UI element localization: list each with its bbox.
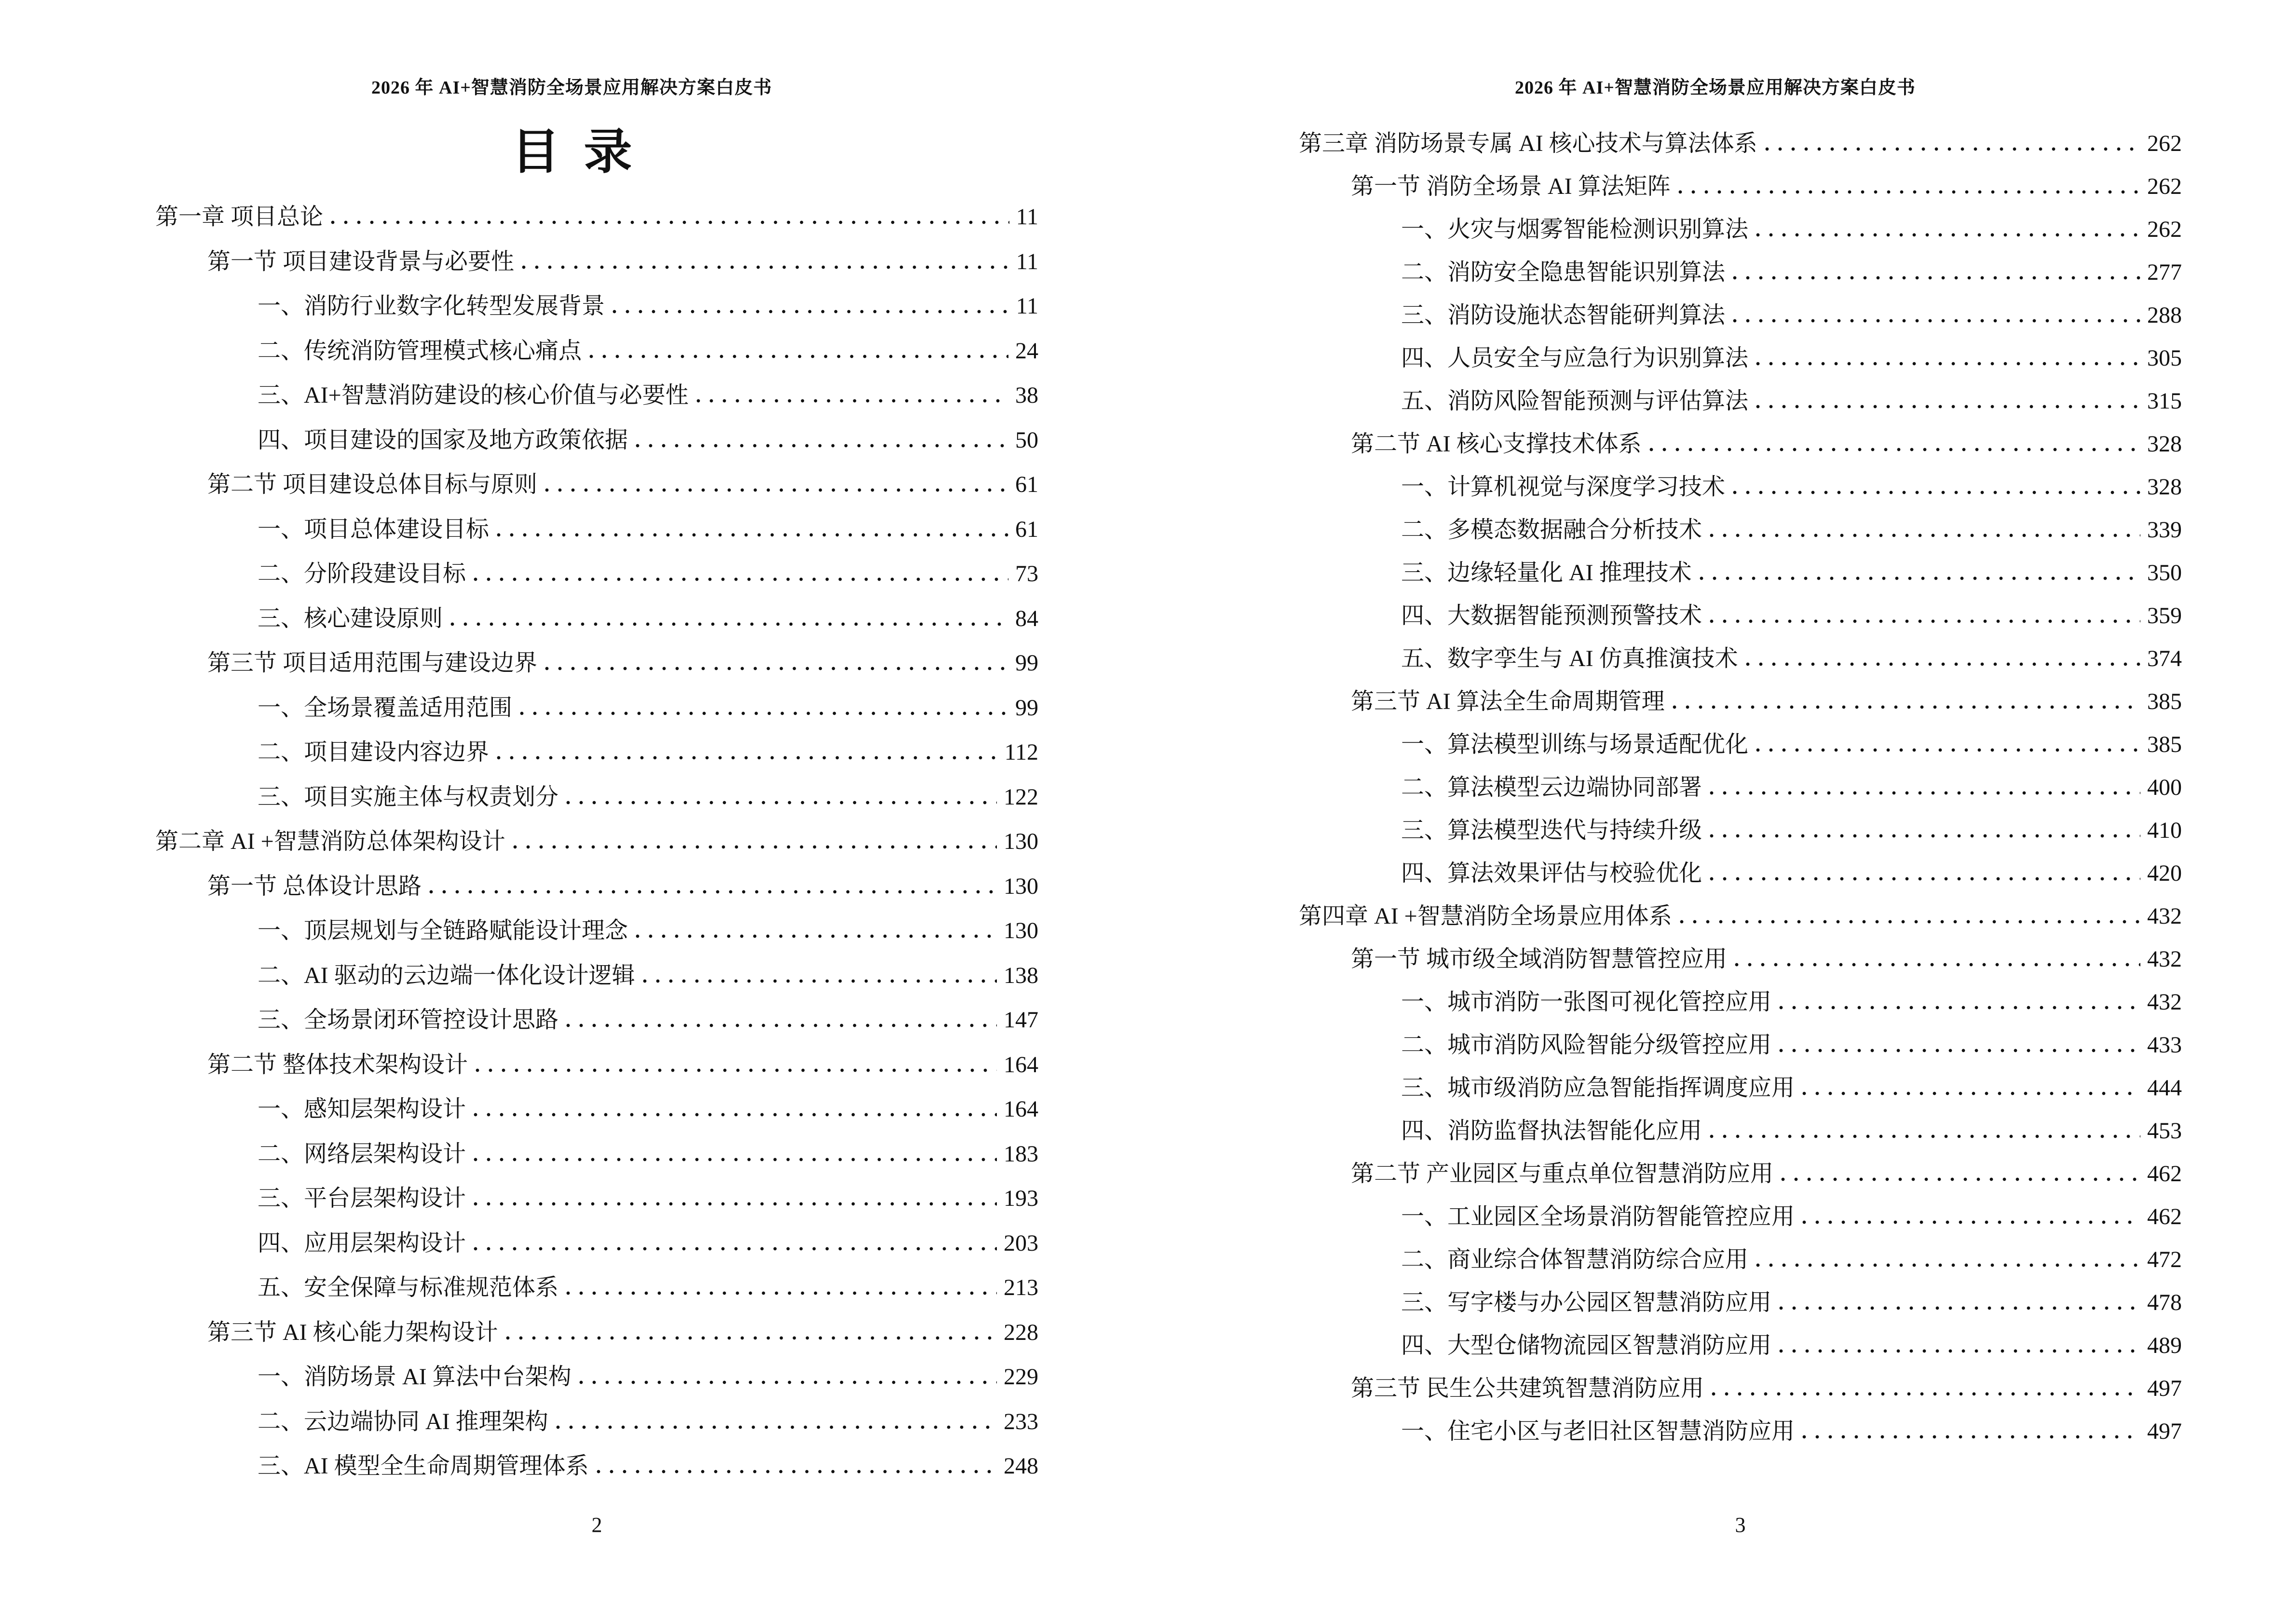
toc-entry-label: 四、项目建设的国家及地方政策依据 xyxy=(258,427,628,453)
toc-entry xyxy=(155,591,1038,636)
toc-entry-label: 第一节 总体设计思路 xyxy=(207,873,422,899)
dot-leader xyxy=(1746,662,2140,666)
toc-entry-page-number: 315 xyxy=(2147,388,2182,414)
toc-entry-page-number: 73 xyxy=(1015,561,1038,587)
toc-entry-page-number: 262 xyxy=(2147,217,2182,242)
toc-entry-label: 三、全场景闭环管控设计思路 xyxy=(258,1007,559,1033)
toc-entry-label: 四、人员安全与应急行为识别算法 xyxy=(1401,345,1749,371)
toc-entry-page-number: 478 xyxy=(2147,1290,2182,1315)
toc-entry-page-number: 84 xyxy=(1015,605,1038,631)
toc-entry-page-number: 328 xyxy=(2147,474,2182,500)
toc-entry xyxy=(155,635,1038,680)
dot-leader xyxy=(1779,1049,2140,1052)
dot-leader xyxy=(1802,1092,2140,1095)
toc-entry-page-number: 305 xyxy=(2147,345,2182,371)
toc-entry-label: 四、应用层架构设计 xyxy=(258,1230,466,1256)
dot-leader xyxy=(506,1336,997,1340)
toc-entry-label: 第一节 城市级全域消防智慧管控应用 xyxy=(1351,946,1728,972)
toc-entry xyxy=(155,546,1038,591)
dot-leader xyxy=(474,1113,997,1117)
toc-entry xyxy=(155,1394,1038,1439)
toc-entry xyxy=(1299,632,2182,675)
toc-entry-page-number: 61 xyxy=(1015,472,1038,497)
dot-leader xyxy=(1756,233,2140,237)
toc-entry xyxy=(1299,331,2182,374)
toc-entry-label: 第四章 AI +智慧消防全场景应用体系 xyxy=(1299,903,1672,929)
toc-entry-label: 第一章 项目总论 xyxy=(155,204,324,230)
toc-entry-label: 一、项目总体建设目标 xyxy=(258,516,490,542)
toc-entry-label: 二、网络层架构设计 xyxy=(258,1141,466,1167)
toc-entry-page-number: 122 xyxy=(1004,784,1038,810)
toc-entry xyxy=(155,859,1038,903)
toc-entry xyxy=(155,457,1038,502)
toc-entry xyxy=(1299,417,2182,460)
dot-leader xyxy=(497,756,998,760)
toc-entry-page-number: 432 xyxy=(2147,903,2182,929)
toc-entry-label: 第二节 产业园区与重点单位智慧消防应用 xyxy=(1351,1161,1774,1187)
toc-entry-page-number: 420 xyxy=(2147,860,2182,886)
toc-entry-label: 一、城市消防一张图可视化管控应用 xyxy=(1401,989,1772,1015)
dot-leader xyxy=(589,355,1008,358)
toc-entry-page-number: 453 xyxy=(2147,1118,2182,1144)
toc-entry-label: 第三节 项目适用范围与建设边界 xyxy=(207,650,538,676)
toc-entry-page-number: 350 xyxy=(2147,560,2182,586)
toc-entry-label: 五、安全保障与标准规范体系 xyxy=(258,1275,559,1300)
toc-entry-label: 第二节 整体技术架构设计 xyxy=(207,1051,468,1078)
toc-entry-label: 一、计算机视觉与深度学习技术 xyxy=(1401,474,1726,500)
toc-entry-label: 第二章 AI +智慧消防总体架构设计 xyxy=(155,829,505,854)
toc-entry-page-number: 462 xyxy=(2147,1161,2182,1187)
dot-leader xyxy=(1802,1220,2140,1224)
dot-leader xyxy=(331,220,1009,224)
toc-entry xyxy=(1299,975,2182,1018)
toc-entry xyxy=(1299,1104,2182,1147)
toc-entry-label: 一、顶层规划与全链路赋能设计理念 xyxy=(258,918,628,943)
toc-entry-page-number: 112 xyxy=(1004,739,1038,765)
toc-entry-label: 四、算法效果评估与校验优化 xyxy=(1401,860,1702,886)
toc-entry-page-number: 339 xyxy=(2147,517,2182,543)
toc-entry xyxy=(155,724,1038,769)
toc-entry xyxy=(1299,1018,2182,1061)
toc-entry-label: 三、核心建设原则 xyxy=(258,605,443,631)
toc-entry-label: 三、写字楼与办公园区智慧消防应用 xyxy=(1401,1290,1772,1315)
toc-entry-label: 二、商业综合体智慧消防综合应用 xyxy=(1401,1247,1749,1272)
toc-entry xyxy=(155,1438,1038,1483)
toc-entry-page-number: 24 xyxy=(1015,338,1038,364)
toc-list xyxy=(155,189,1038,1483)
dot-leader xyxy=(566,801,997,805)
dot-leader xyxy=(579,1380,997,1384)
toc-entry xyxy=(155,502,1038,546)
toc-entry-label: 第三章 消防场景专属 AI 核心技术与算法体系 xyxy=(1299,131,1757,156)
toc-entry-label: 五、消防风险智能预测与评估算法 xyxy=(1401,388,1749,414)
dot-leader xyxy=(1673,705,2140,709)
toc-entry xyxy=(155,1037,1038,1082)
dot-leader xyxy=(566,1024,997,1027)
toc-entry-page-number: 130 xyxy=(1004,873,1038,899)
dot-leader xyxy=(1779,1006,2140,1010)
toc-entry xyxy=(1299,846,2182,889)
toc-entry-label: 三、AI+智慧消防建设的核心价值与必要性 xyxy=(258,382,689,408)
toc-entry xyxy=(1299,1061,2182,1104)
toc-entry-label: 一、算法模型训练与场景适配优化 xyxy=(1401,732,1749,757)
toc-entry xyxy=(155,1171,1038,1215)
toc-entry xyxy=(155,992,1038,1037)
running-header: 2026 年 AI+智慧消防全场景应用解决方案白皮书 xyxy=(1515,78,1916,98)
toc-entry-label: 三、算法模型迭代与持续升级 xyxy=(1401,818,1702,843)
toc-entry-page-number: 233 xyxy=(1004,1408,1038,1434)
toc-entry-label: 一、全场景覆盖适用范围 xyxy=(258,695,513,721)
toc-entry-page-number: 99 xyxy=(1015,650,1038,676)
toc-entry xyxy=(1299,718,2182,761)
toc-entry xyxy=(1299,761,2182,804)
toc-entry-page-number: 193 xyxy=(1004,1186,1038,1211)
toc-entry-page-number: 497 xyxy=(2147,1419,2182,1444)
toc-entry-label: 五、数字孪生与 AI 仿真推演技术 xyxy=(1401,646,1738,671)
toc-entry-page-number: 61 xyxy=(1015,516,1038,542)
toc-entry-page-number: 433 xyxy=(2147,1032,2182,1058)
toc-entry xyxy=(1299,460,2182,503)
page-number-footer: 3 xyxy=(1735,1513,1746,1537)
toc-entry xyxy=(155,1305,1038,1350)
dot-leader xyxy=(1756,1263,2140,1267)
dot-leader xyxy=(636,444,1008,448)
dot-leader xyxy=(1700,576,2140,580)
toc-entry-label: 二、传统消防管理模式核心痛点 xyxy=(258,338,582,364)
dot-leader xyxy=(1710,619,2140,623)
toc-entry xyxy=(1299,1147,2182,1190)
dot-leader xyxy=(1710,791,2140,795)
toc-list xyxy=(1299,117,2182,1447)
dot-leader xyxy=(1756,362,2140,366)
dot-leader xyxy=(1680,920,2140,924)
toc-entry xyxy=(155,948,1038,993)
toc-entry xyxy=(155,323,1038,368)
dot-leader xyxy=(566,1291,997,1295)
dot-leader xyxy=(597,1470,997,1474)
toc-entry xyxy=(1299,246,2182,288)
toc-entry-label: 四、大数据智能预测预警技术 xyxy=(1401,603,1702,628)
toc-entry xyxy=(1299,932,2182,975)
toc-entry xyxy=(1299,804,2182,846)
toc-entry-label: 三、城市级消防应急智能指挥调度应用 xyxy=(1401,1075,1795,1101)
toc-entry-page-number: 262 xyxy=(2147,174,2182,199)
toc-entry-page-number: 138 xyxy=(1004,962,1038,988)
toc-title: 目 录 xyxy=(511,125,632,179)
dot-leader xyxy=(450,622,1008,626)
toc-entry-label: 四、大型仓储物流园区智慧消防应用 xyxy=(1401,1333,1772,1358)
toc-entry-page-number: 248 xyxy=(1004,1453,1038,1479)
toc-entry-label: 一、感知层架构设计 xyxy=(258,1096,466,1122)
page-number-footer: 2 xyxy=(591,1513,602,1537)
dot-leader xyxy=(1733,319,2140,323)
toc-entry-page-number: 164 xyxy=(1004,1051,1038,1078)
document-page-3 xyxy=(1144,0,2287,1624)
toc-entry xyxy=(1299,160,2182,203)
dot-leader xyxy=(474,1247,997,1251)
toc-entry-page-number: 183 xyxy=(1004,1141,1038,1167)
toc-entry xyxy=(1299,589,2182,632)
toc-entry xyxy=(155,903,1038,948)
toc-entry-label: 第二节 AI 核心支撑技术体系 xyxy=(1351,431,1642,457)
dot-leader xyxy=(1756,405,2140,409)
toc-entry-page-number: 277 xyxy=(2147,259,2182,285)
toc-entry-page-number: 99 xyxy=(1015,695,1038,721)
toc-entry xyxy=(155,680,1038,725)
toc-entry xyxy=(1299,675,2182,718)
toc-entry-page-number: 288 xyxy=(2147,302,2182,328)
toc-entry xyxy=(155,1349,1038,1394)
toc-entry-label: 一、消防场景 AI 算法中台架构 xyxy=(258,1364,572,1390)
dot-leader xyxy=(696,399,1008,403)
toc-entry-label: 二、AI 驱动的云边端一体化设计逻辑 xyxy=(258,962,635,988)
toc-entry xyxy=(155,1260,1038,1305)
toc-entry-label: 第一节 消防全场景 AI 算法矩阵 xyxy=(1351,174,1671,199)
toc-entry-page-number: 229 xyxy=(1004,1364,1038,1390)
toc-entry-label: 一、工业园区全场景消防智能管控应用 xyxy=(1401,1204,1795,1229)
toc-entry-page-number: 38 xyxy=(1015,382,1038,408)
toc-entry xyxy=(1299,1362,2182,1405)
dot-leader xyxy=(1712,1392,2140,1396)
dot-leader xyxy=(474,1158,997,1161)
toc-entry-page-number: 472 xyxy=(2147,1247,2182,1272)
dot-leader xyxy=(1802,1435,2140,1439)
toc-entry-label: 一、住宅小区与老旧社区智慧消防应用 xyxy=(1401,1419,1795,1444)
dot-leader xyxy=(1781,1177,2140,1181)
toc-entry-label: 二、城市消防风险智能分级管控应用 xyxy=(1401,1032,1772,1058)
toc-entry-label: 三、边缘轻量化 AI 推理技术 xyxy=(1401,560,1692,586)
toc-entry-label: 二、云边端协同 AI 推理架构 xyxy=(258,1408,548,1434)
toc-entry-page-number: 328 xyxy=(2147,431,2182,457)
toc-entry-label: 三、项目实施主体与权责划分 xyxy=(258,784,559,810)
toc-entry-page-number: 400 xyxy=(2147,775,2182,800)
toc-entry-label: 二、算法模型云边端协同部署 xyxy=(1401,775,1702,800)
toc-entry xyxy=(155,1081,1038,1126)
toc-entry-page-number: 410 xyxy=(2147,818,2182,843)
toc-entry-page-number: 359 xyxy=(2147,603,2182,628)
dot-leader xyxy=(1735,963,2140,967)
toc-entry xyxy=(155,412,1038,457)
toc-entry-page-number: 11 xyxy=(1016,204,1038,230)
dot-leader xyxy=(643,979,997,983)
toc-entry-label: 一、火灾与烟雾智能检测识别算法 xyxy=(1401,217,1749,242)
dot-leader xyxy=(545,488,1008,492)
dot-leader xyxy=(474,1202,997,1206)
toc-entry-label: 第一节 项目建设背景与必要性 xyxy=(207,248,515,274)
dot-leader xyxy=(474,577,1008,581)
dot-leader xyxy=(1710,834,2140,838)
dot-leader xyxy=(1733,276,2140,280)
toc-entry xyxy=(1299,117,2182,160)
toc-entry xyxy=(155,278,1038,323)
dot-leader xyxy=(556,1425,997,1429)
toc-entry-label: 三、平台层架构设计 xyxy=(258,1186,466,1211)
toc-entry xyxy=(1299,1405,2182,1447)
dot-leader xyxy=(520,711,1008,715)
toc-entry-page-number: 228 xyxy=(1004,1319,1038,1345)
toc-entry xyxy=(1299,546,2182,589)
dot-leader xyxy=(1710,1134,2140,1138)
dot-leader xyxy=(476,1068,997,1072)
toc-entry xyxy=(1299,1319,2182,1362)
toc-entry xyxy=(155,234,1038,279)
dot-leader xyxy=(1710,533,2140,537)
toc-entry-page-number: 11 xyxy=(1016,293,1038,319)
toc-entry-page-number: 213 xyxy=(1004,1275,1038,1300)
toc-entry-label: 二、项目建设内容边界 xyxy=(258,739,490,765)
toc-entry-page-number: 374 xyxy=(2147,646,2182,671)
toc-entry-page-number: 432 xyxy=(2147,989,2182,1015)
toc-entry-label: 二、分阶段建设目标 xyxy=(258,561,466,587)
toc-entry xyxy=(155,1126,1038,1171)
toc-entry xyxy=(1299,503,2182,546)
dot-leader xyxy=(1779,1349,2140,1353)
dot-leader xyxy=(497,533,1008,537)
dot-leader xyxy=(522,265,1009,269)
toc-entry-label: 四、消防监督执法智能化应用 xyxy=(1401,1118,1702,1144)
dot-leader xyxy=(1779,1306,2140,1310)
toc-entry-label: 第三节 民生公共建筑智慧消防应用 xyxy=(1351,1376,1704,1401)
toc-entry xyxy=(1299,374,2182,417)
toc-entry xyxy=(155,368,1038,412)
toc-entry-page-number: 462 xyxy=(2147,1204,2182,1229)
toc-entry-page-number: 130 xyxy=(1004,918,1038,943)
toc-entry xyxy=(1299,1276,2182,1319)
toc-entry xyxy=(155,1215,1038,1260)
dot-leader xyxy=(1733,491,2140,494)
toc-entry-page-number: 164 xyxy=(1004,1096,1038,1122)
toc-entry-page-number: 385 xyxy=(2147,689,2182,714)
toc-entry-page-number: 130 xyxy=(1004,829,1038,854)
toc-entry-label: 第三节 AI 算法全生命周期管理 xyxy=(1351,689,1665,714)
dot-leader xyxy=(1756,748,2140,752)
toc-entry-label: 三、AI 模型全生命周期管理体系 xyxy=(258,1453,589,1479)
toc-entry-page-number: 444 xyxy=(2147,1075,2182,1101)
dot-leader xyxy=(636,934,997,938)
running-header: 2026 年 AI+智慧消防全场景应用解决方案白皮书 xyxy=(371,78,772,98)
toc-entry-label: 第三节 AI 核心能力架构设计 xyxy=(207,1319,498,1345)
toc-entry-page-number: 147 xyxy=(1004,1007,1038,1033)
dot-leader xyxy=(1678,190,2140,194)
toc-entry-page-number: 489 xyxy=(2147,1333,2182,1358)
toc-entry xyxy=(1299,203,2182,246)
toc-entry xyxy=(1299,1190,2182,1233)
toc-entry-page-number: 385 xyxy=(2147,732,2182,757)
dot-leader xyxy=(545,667,1008,670)
dot-leader xyxy=(429,890,997,894)
toc-entry-label: 二、消防安全隐患智能识别算法 xyxy=(1401,259,1726,285)
toc-entry-page-number: 11 xyxy=(1016,248,1038,274)
dot-leader xyxy=(613,310,1009,314)
toc-entry xyxy=(1299,288,2182,331)
toc-entry-label: 二、多模态数据融合分析技术 xyxy=(1401,517,1702,543)
toc-entry-page-number: 432 xyxy=(2147,946,2182,972)
toc-entry-label: 一、消防行业数字化转型发展背景 xyxy=(258,293,605,319)
dot-leader xyxy=(1710,877,2140,881)
dot-leader xyxy=(1649,448,2140,451)
toc-entry xyxy=(155,814,1038,859)
dot-leader xyxy=(1765,147,2140,151)
toc-entry xyxy=(1299,1233,2182,1276)
toc-entry-page-number: 50 xyxy=(1015,427,1038,453)
toc-entry-label: 三、消防设施状态智能研判算法 xyxy=(1401,302,1726,328)
toc-entry-page-number: 203 xyxy=(1004,1230,1038,1256)
dot-leader xyxy=(513,845,997,849)
toc-entry xyxy=(155,189,1038,234)
toc-entry xyxy=(155,769,1038,814)
toc-entry-label: 第二节 项目建设总体目标与原则 xyxy=(207,472,538,497)
toc-entry xyxy=(1299,889,2182,932)
toc-entry-page-number: 262 xyxy=(2147,131,2182,156)
toc-entry-page-number: 497 xyxy=(2147,1376,2182,1401)
